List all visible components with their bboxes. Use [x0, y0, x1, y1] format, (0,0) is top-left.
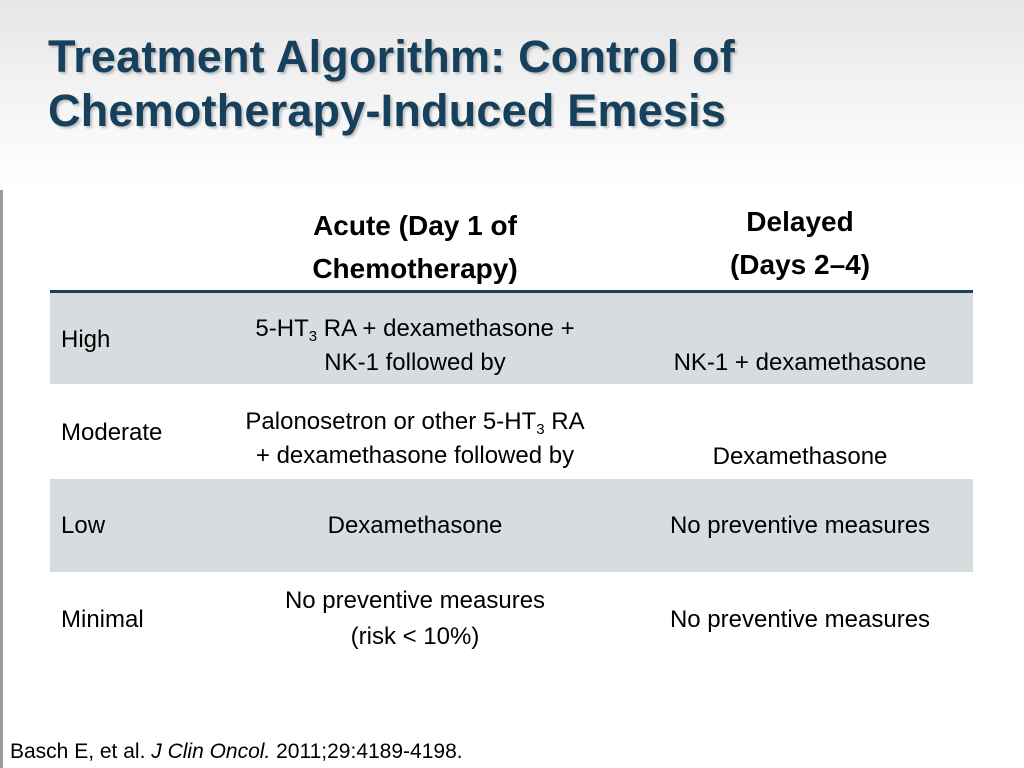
column-header-delayed-line1: Delayed [746, 206, 854, 237]
acute-cell-moderate [190, 405, 640, 473]
row-label-moderate: Moderate [61, 419, 163, 446]
citation [10, 738, 463, 766]
table-row-low [50, 479, 973, 572]
table-row-minimal [50, 572, 973, 672]
row-label-high: High [61, 326, 111, 353]
acute-cell-minimal-line2: (risk < 10%) [350, 623, 480, 650]
slide-title: Treatment Algorithm: Control of Chemotherapy-Induced Emesis [48, 31, 736, 136]
acute-cell-high-line1: $5-HT_3$ RA + dexamethasone + [255, 315, 575, 345]
acute-cell-high-line2: NK-1 followed by [324, 349, 506, 376]
column-header-acute-line2: Chemotherapy) [312, 253, 518, 284]
column-header-delayed-line2: (Days 2–4) [729, 249, 871, 280]
acute-cell-low: Dexamethasone [327, 512, 503, 539]
citation-authors: Basch E, et al. [10, 740, 152, 763]
citation-journal: J Clin Oncol. [151, 740, 271, 763]
acute-cell-minimal-line1: No preventive measures [284, 587, 546, 614]
table-row-moderate [50, 384, 973, 479]
column-header-delayed [640, 200, 960, 286]
column-header-acute-line1: Acute (Day 1 of [313, 210, 517, 241]
table-row-high [50, 293, 973, 384]
column-header-acute [230, 204, 600, 290]
acute-cell-minimal [215, 584, 615, 654]
delayed-cell-low: No preventive measures [669, 512, 931, 539]
citation-details: 2011;29:4189-4198. [270, 740, 463, 763]
acute-cell-moderate-line1: Palonosetron or other $5-HT_3$ RA [245, 408, 585, 438]
acute-cell-moderate-line2: + dexamethasone followed by [255, 442, 575, 469]
acute-cell-high [215, 312, 615, 380]
delayed-cell-moderate: Dexamethasone [712, 443, 888, 470]
row-label-low: Low [61, 512, 106, 539]
delayed-cell-high: NK-1 + dexamethasone [673, 349, 927, 376]
delayed-cell-minimal: No preventive measures [669, 606, 931, 633]
row-label-minimal: Minimal [61, 606, 144, 633]
